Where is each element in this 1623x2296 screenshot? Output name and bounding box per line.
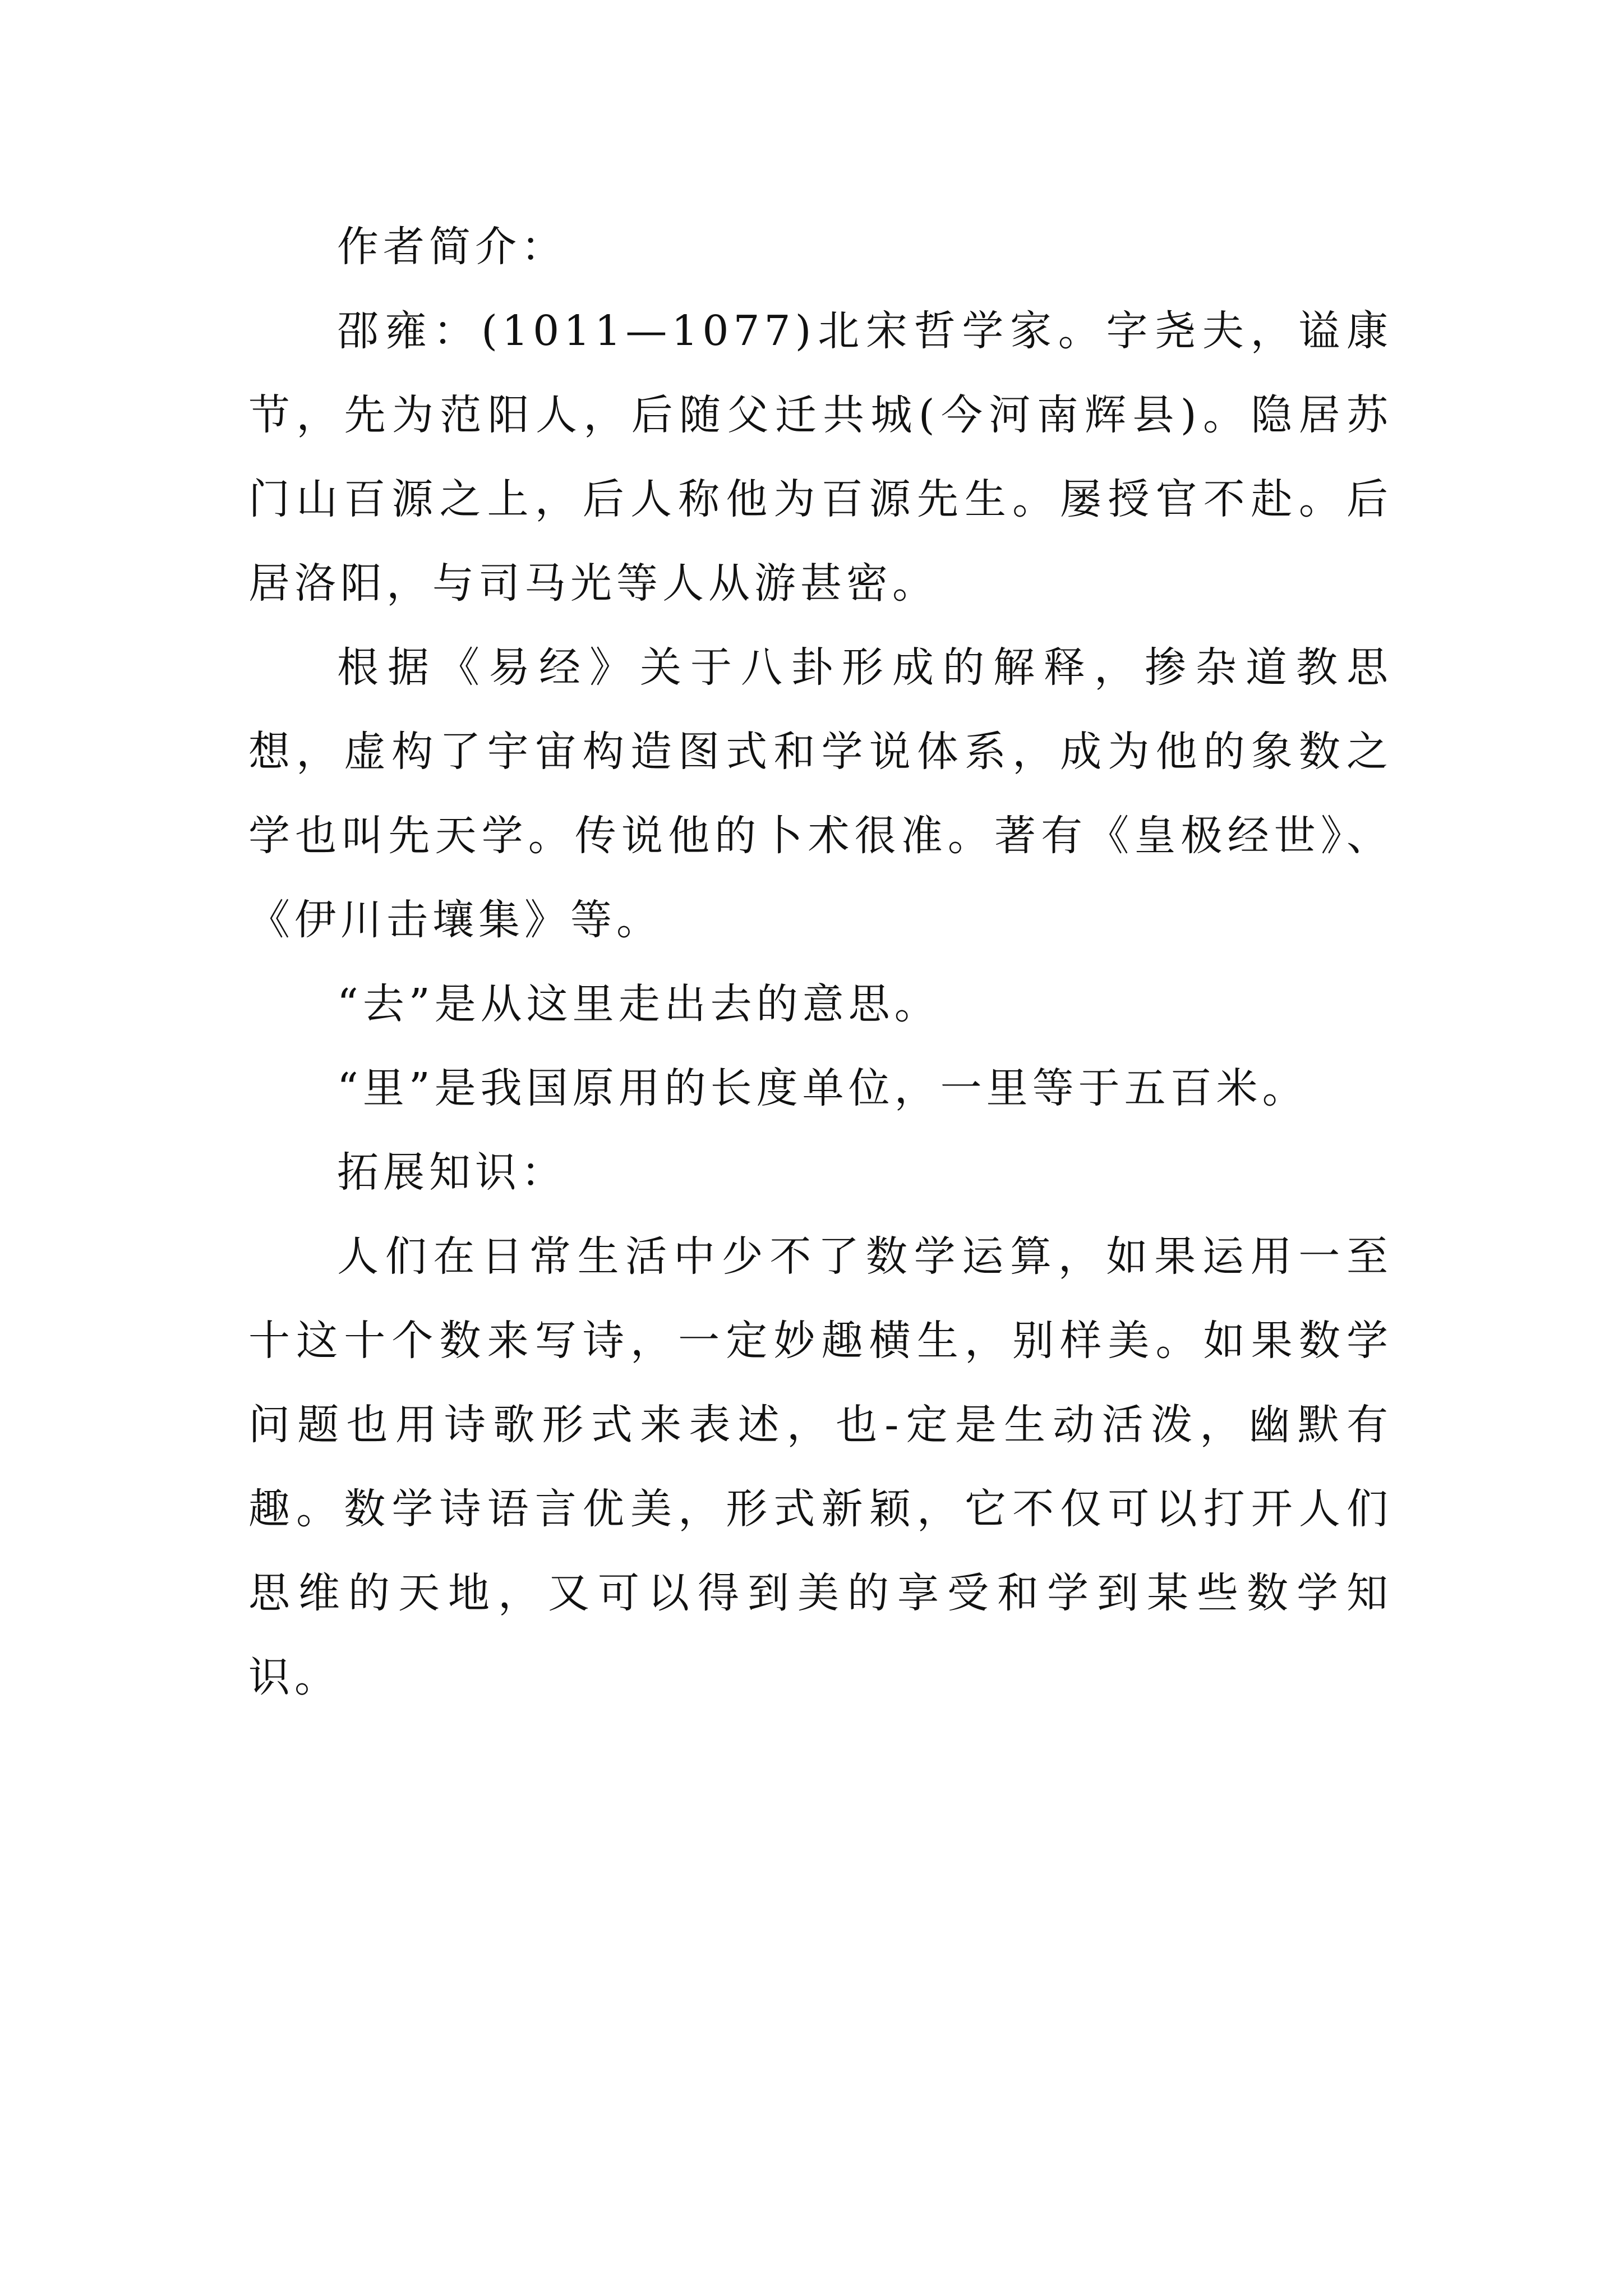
paragraph-shao-yong-bio: 邵雍：(1011—1077)北宋哲学家。字尧夫，谥康节，先为范阳人，后随父迁共城(今河南辉县)。隐居苏门山百源之上，后人称他为百源先生。屡授官不赴。后居洛阳，与司马光等人从游甚密。 — [248, 307, 1393, 608]
paragraph-li-definition: “里”是我国原用的长度单位，一里等于五百米。 — [337, 1064, 1308, 1112]
section-heading-extended-knowledge: 拓展知识： — [337, 1148, 567, 1197]
section-heading-author-intro: 作者简介： — [337, 223, 567, 271]
paragraph-math-poetry: 人们在日常生活中少不了数学运算，如果运用一至十这十个数来写诗，一定妙趣横生，别样美。如果数学问题也用诗歌形式来表述，也-定是生动活泼，幽默有趣。数学诗语言优美，形式新颖，它不仅可以打开人们思维的天地，又可以得到美的享受和学到某些数学知识。 — [248, 1232, 1393, 1701]
document-body — [248, 205, 1393, 1719]
paragraph-qu-definition: “去”是从这里走出去的意思。 — [337, 980, 940, 1028]
paragraph-shao-yong-works: 根据《易经》关于八卦形成的解释，掺杂道教思想，虚构了宇宙构造图式和学说体系，成为他的象数之学也叫先天学。传说他的卜术很准。著有《皇极经世》、《伊川击壤集》等。 — [248, 643, 1393, 944]
